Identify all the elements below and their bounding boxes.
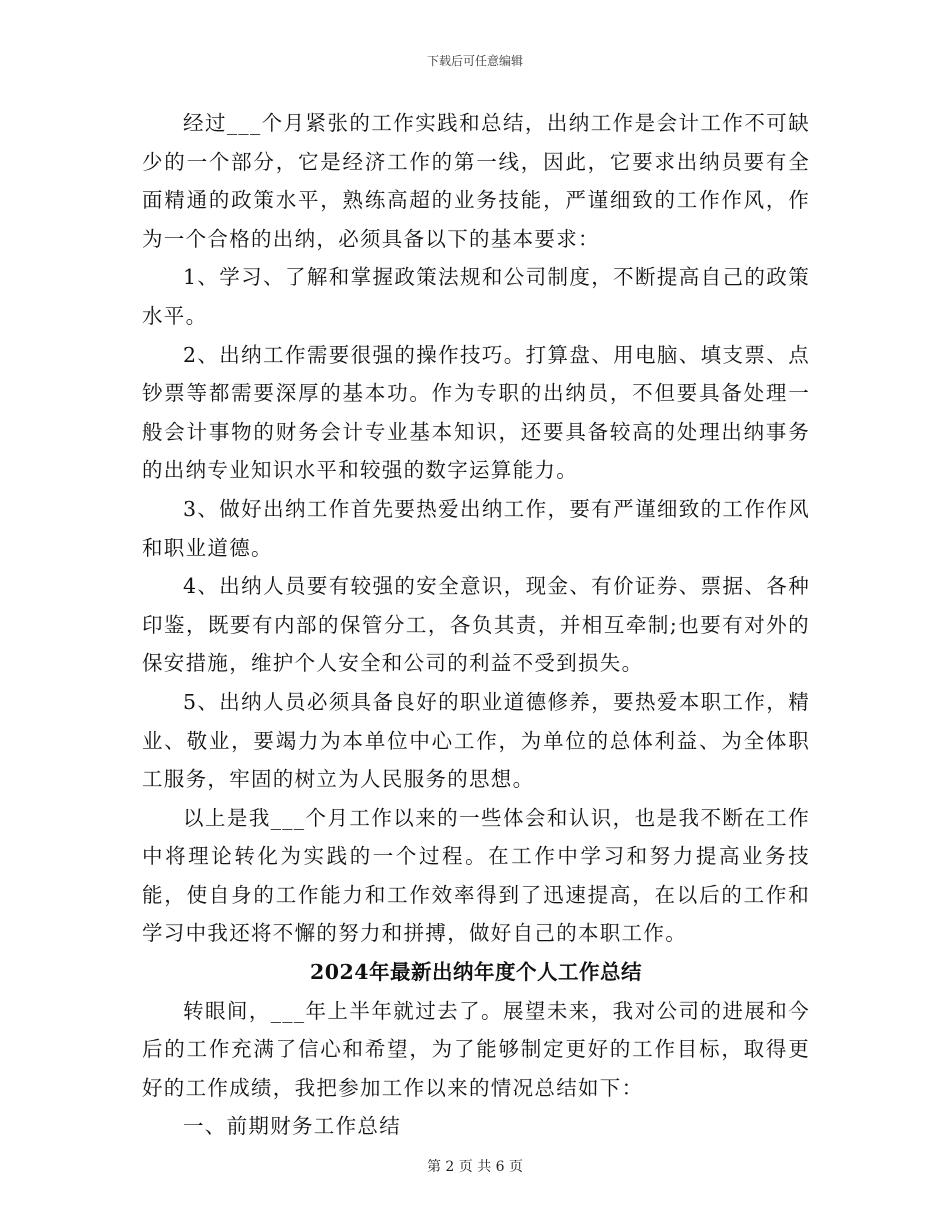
page-header-note: 下载后可任意编辑 — [426, 54, 523, 68]
paragraph-requirement-4: 4、出纳人员要有较强的安全意识，现金、有价证券、票据、各种印鉴，既要有内部的保管分工，各负其责，并相互牵制;也要有对外的保安措施，维护个人安全和公司的利益不受到损失。 — [142, 574, 810, 676]
section-title: 2024年最新出纳年度个人工作总结 — [309, 960, 643, 985]
paragraph-section-heading: 一、前期财务工作总结 — [183, 1114, 401, 1139]
paragraph-conclusion: 以上是我___个月工作以来的一些体会和认识，也是我不断在工作中将理论转化为实践的一个过程。在工作中学习和努力提高业务技能，使自身的工作能力和工作效率得到了迅速提高，在以后的工作和学习中我还将不懈的努力和拼搏，做好自己的本职工作。 — [142, 805, 810, 946]
paragraph-requirement-5: 5、出纳人员必须具备良好的职业道德修养，要热爱本职工作，精业、敬业，要竭力为本单位中心工作，为单位的总体利益、为全体职工服务，牢固的树立为人民服务的思想。 — [142, 689, 810, 792]
paragraph-requirement-3: 3、做好出纳工作首先要热爱出纳工作，要有严谨细致的工作作风和职业道德。 — [142, 496, 810, 560]
paragraph-requirement-1: 1、学习、了解和掌握政策法规和公司制度，不断提高自己的政策水平。 — [142, 265, 810, 328]
paragraph-requirement-2: 2、出纳工作需要很强的操作技巧。打算盘、用电脑、填支票、点钞票等都需要深厚的基本功。作为专职的出纳员，不但要具备处理一般会计事物的财务会计专业基本知识，还要具备较高的处理出纳事务的出纳专业知识水平和较强的数字运算能力。 — [142, 342, 810, 483]
document-body — [142, 104, 810, 1146]
page-number: 第 2 页 共 6 页 — [426, 1159, 524, 1175]
paragraph-intro: 经过___个月紧张的工作实践和总结，出纳工作是会计工作不可缺少的一个部分，它是经济工作的第一线，因此，它要求出纳员要有全面精通的政策水平，熟练高超的业务技能，严谨细致的工作作风，作为一个合格的出纳，必须具备以下的基本要求： — [142, 111, 810, 251]
paragraph-section-intro: 转眼间，___年上半年就过去了。展望未来，我对公司的进展和今后的工作充满了信心和希望，为了能够制定更好的工作目标，取得更好的工作成绩，我把参加工作以来的情况总结如下： — [142, 998, 810, 1100]
